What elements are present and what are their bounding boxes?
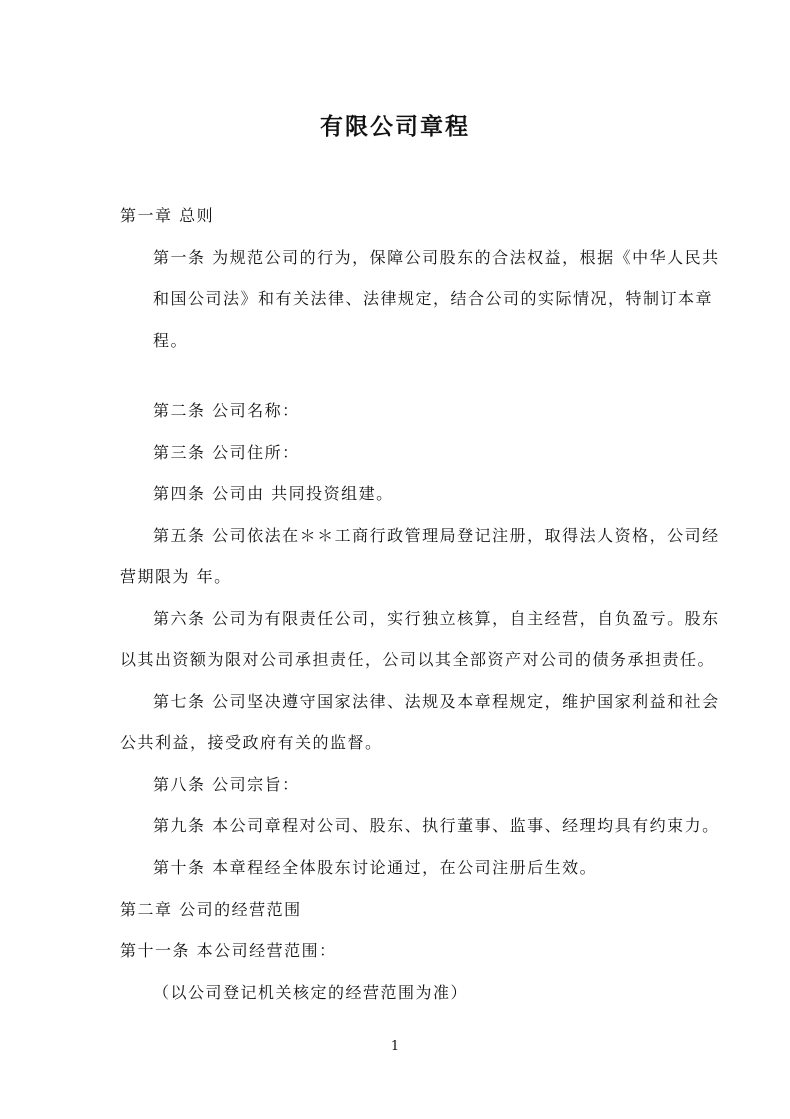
text-line: 营期限为 年。 bbox=[120, 567, 232, 586]
text-line: 以其出资额为限对公司承担责任，公司以其全部资产对公司的债务承担责任。 bbox=[120, 650, 716, 669]
text-line: 程。 bbox=[153, 331, 189, 350]
text-line: 第四条 公司由 共同投资组建。 bbox=[153, 484, 394, 503]
text-line: 第十一条 本公司经营范围： bbox=[120, 941, 337, 960]
text-line: 公共利益，接受政府有关的监督。 bbox=[120, 733, 383, 752]
text-line: 第五条 公司依法在＊＊工商行政管理局登记注册，取得法人资格，公司经 bbox=[153, 526, 720, 545]
document-title: 有限公司章程 bbox=[320, 113, 470, 140]
text-line: 第七条 公司坚决遵守国家法律、法规及本章程规定，维护国家利益和社会 bbox=[153, 692, 720, 711]
text-line: 第八条 公司宗旨： bbox=[153, 775, 300, 794]
text-line: 第九条 本公司章程对公司、股东、执行董事、监事、经理均具有约束力。 bbox=[153, 816, 720, 835]
text-line: 第一条 为规范公司的行为，保障公司股东的合法权益，根据《中华人民共 bbox=[153, 248, 720, 267]
text-line: 第三条 公司住所： bbox=[153, 443, 300, 462]
text-line: 第一章 总则 bbox=[120, 206, 215, 225]
text-line: （以公司登记机关核定的经营范围为准） bbox=[153, 983, 469, 1002]
text-line: 第二条 公司名称： bbox=[153, 401, 300, 420]
text-line: 第十条 本章程经全体股东讨论通过，在公司注册后生效。 bbox=[153, 858, 598, 877]
text-line: 和国公司法》和有关法律、法律规定，结合公司的实际情况，特制订本章 bbox=[153, 289, 714, 308]
page-number: 1 bbox=[390, 1039, 400, 1054]
text-line: 第六条 公司为有限责任公司，实行独立核算，自主经营，自负盈亏。股东 bbox=[153, 609, 720, 628]
text-line: 第二章 公司的经营范围 bbox=[120, 900, 302, 919]
